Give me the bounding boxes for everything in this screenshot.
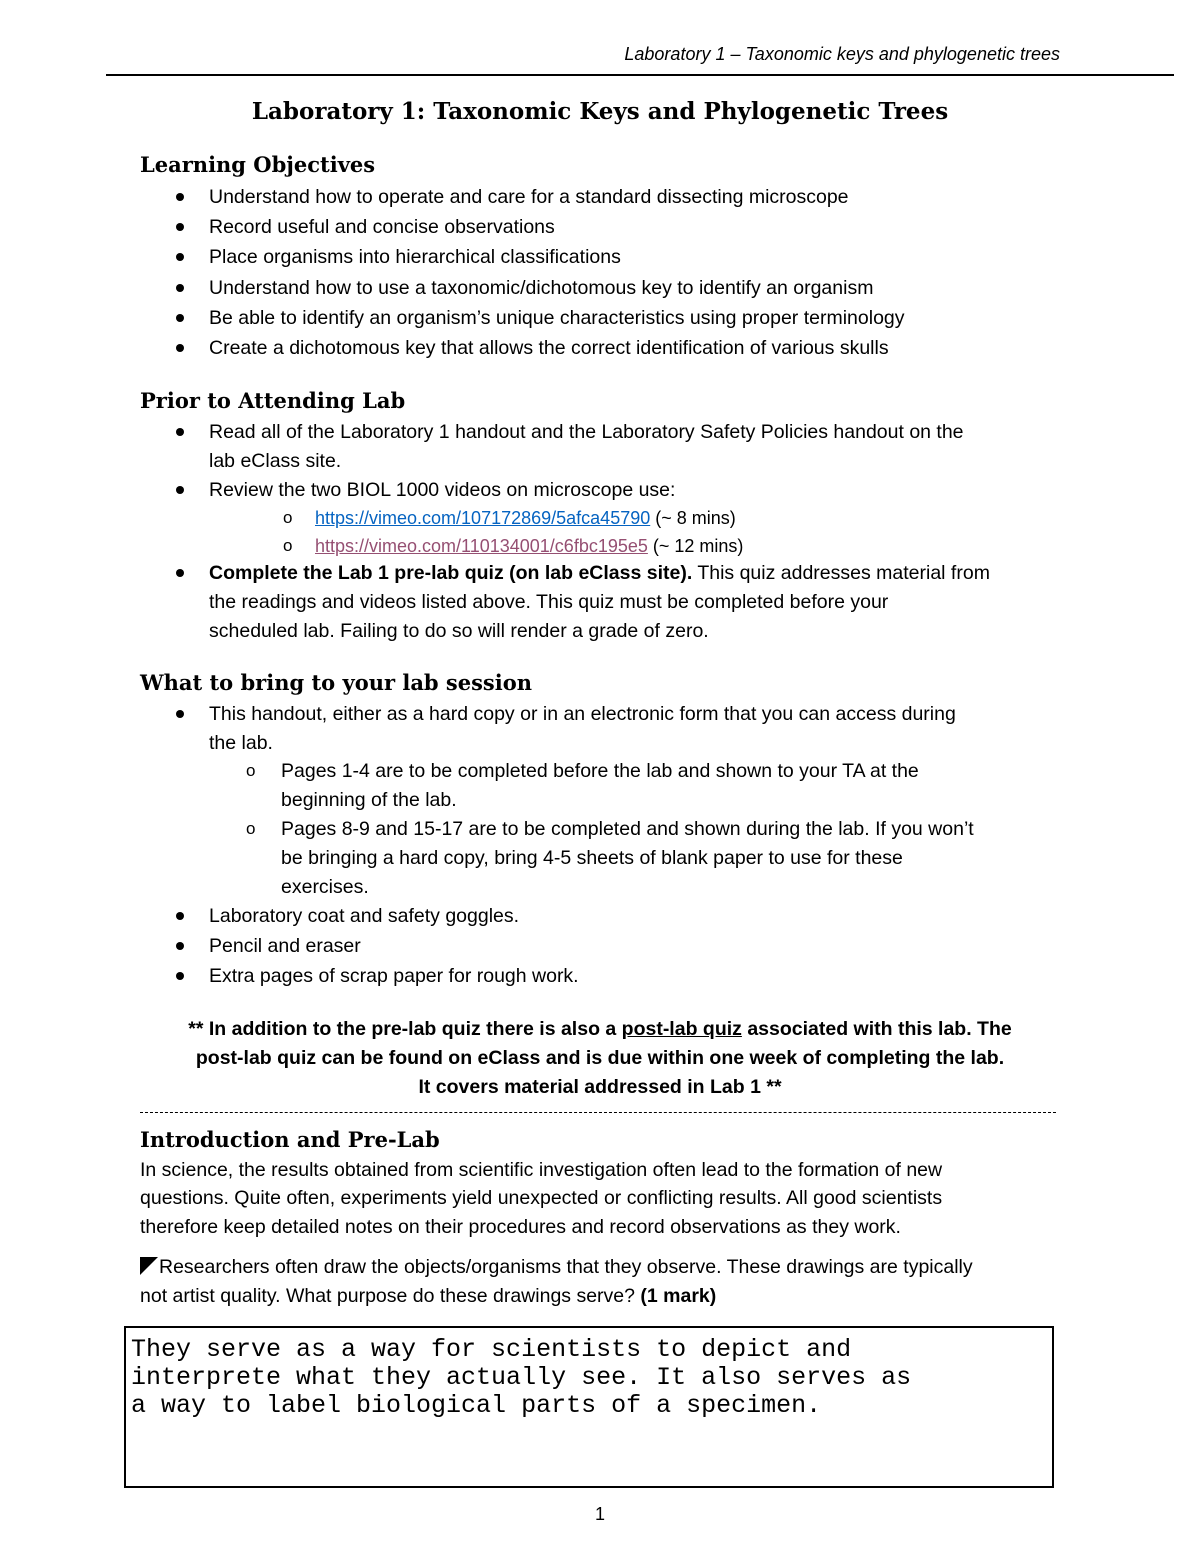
bring-handout-line: This handout, either as a hard copy or in an electronic form that you can access during <box>209 703 956 725</box>
bullet-icon <box>176 710 184 718</box>
objective-item: Be able to identify an organism’s unique characteristics using proper terminology <box>209 307 905 329</box>
prior-read-line: lab eClass site. <box>209 450 342 472</box>
bring-heading: What to bring to your lab session <box>140 670 533 695</box>
bullet-icon <box>176 972 184 980</box>
video-link-row <box>315 506 736 530</box>
circle-bullet-icon: o <box>246 819 256 838</box>
bullet-icon <box>176 428 184 436</box>
prequiz-rest: This quiz addresses material from <box>692 562 990 584</box>
bullet-icon <box>176 486 184 494</box>
notice-text: ** In addition to the pre-lab quiz there is also a <box>188 1018 622 1040</box>
bullet-icon <box>176 942 184 950</box>
running-header: Laboratory 1 – Taxonomic keys and phylogenetic trees <box>624 44 1060 64</box>
page-number: 1 <box>594 1504 605 1524</box>
bring-sub-line: beginning of the lab. <box>281 789 457 811</box>
video-duration-1: (~ 8 mins) <box>650 508 736 528</box>
bring-item: Laboratory coat and safety goggles. <box>209 905 520 927</box>
bring-sub-line: exercises. <box>281 876 369 898</box>
video-link-2[interactable]: https://vimeo.com/110134001/c6fbc195e5 <box>315 536 648 556</box>
bring-sub-line: Pages 8-9 and 15-17 are to be completed and shown during the lab. If you won’t <box>281 818 974 840</box>
notice-postlab-quiz: post-lab quiz <box>621 1018 742 1040</box>
prior-review-line: Review the two BIOL 1000 videos on microscope use: <box>209 479 676 501</box>
objective-item: Understand how to operate and care for a standard dissecting microscope <box>209 186 849 208</box>
circle-bullet-icon: o <box>246 761 256 780</box>
bullet-icon <box>176 912 184 920</box>
circle-bullet-icon: o <box>283 508 293 527</box>
video-duration-2: (~ 12 mins) <box>647 536 744 556</box>
objective-item: Create a dichotomous key that allows the correct identification of various skulls <box>209 337 889 359</box>
video-link-1[interactable]: https://vimeo.com/107172869/5afca45790 <box>315 508 651 528</box>
bullet-icon <box>176 284 184 292</box>
learning-objectives-heading: Learning Objectives <box>140 152 376 177</box>
bring-item: Extra pages of scrap paper for rough work. <box>209 965 579 987</box>
question-marks: (1 mark) <box>640 1285 717 1307</box>
answer-box[interactable] <box>124 1326 1054 1488</box>
document-title: Laboratory 1: Taxonomic Keys and Phylogenetic Trees <box>251 98 949 125</box>
objective-item: Place organisms into hierarchical classifications <box>209 246 621 268</box>
notice-text: associated with this lab. The <box>741 1018 1012 1040</box>
question-text: not artist quality. What purpose do these drawings serve? <box>140 1285 641 1307</box>
dashed-divider <box>140 1112 1056 1113</box>
prior-read-line: Read all of the Laboratory 1 handout and the Laboratory Safety Policies handout on the <box>209 421 964 443</box>
prequiz-line <box>209 561 990 585</box>
intro-paragraph-line: In science, the results obtained from scientific investigation often lead to the formation of new <box>140 1159 943 1181</box>
question-line: Researchers often draw the objects/organisms that they observe. These drawings are typically <box>159 1256 973 1278</box>
bullet-icon <box>176 253 184 261</box>
bring-sub-line: Pages 1-4 are to be completed before the lab and shown to your TA at the <box>281 760 919 782</box>
objective-item: Record useful and concise observations <box>209 216 555 238</box>
answer-text[interactable]: They serve as a way for scientists to depict and interprete what they actually see. It also serves as a way to label biological parts of a specimen. <box>131 1335 912 1420</box>
bring-item: Pencil and eraser <box>209 935 361 957</box>
bullet-icon <box>176 193 184 201</box>
question-line <box>140 1284 716 1308</box>
intro-heading: Introduction and Pre-Lab <box>140 1127 440 1152</box>
postlab-notice-line: It covers material addressed in Lab 1 ** <box>418 1076 782 1098</box>
bullet-icon <box>176 314 184 322</box>
intro-paragraph-line: therefore keep detailed notes on their procedures and record observations as they work. <box>140 1216 901 1238</box>
objective-item: Understand how to use a taxonomic/dichotomous key to identify an organism <box>209 277 874 299</box>
prior-heading: Prior to Attending Lab <box>140 388 406 413</box>
prequiz-line: the readings and videos listed above. This quiz must be completed before your <box>209 591 889 613</box>
bullet-icon <box>176 569 184 577</box>
bullet-icon <box>176 344 184 352</box>
header-rule <box>106 74 1174 76</box>
intro-paragraph-line: questions. Quite often, experiments yield unexpected or conflicting results. All good scientists <box>140 1187 943 1209</box>
bring-sub-line: be bringing a hard copy, bring 4-5 sheets of blank paper to use for these <box>281 847 903 869</box>
bullet-icon <box>176 223 184 231</box>
prequiz-line: scheduled lab. Failing to do so will render a grade of zero. <box>209 620 709 642</box>
prequiz-bold: Complete the Lab 1 pre-lab quiz (on lab eClass site). <box>209 562 693 584</box>
postlab-notice-line: post-lab quiz can be found on eClass and is due within one week of completing the lab. <box>195 1047 1005 1069</box>
bring-handout-line: the lab. <box>209 732 273 754</box>
circle-bullet-icon: o <box>283 536 293 555</box>
postlab-notice-line <box>0 1017 1200 1041</box>
pencil-marker-icon <box>140 1257 158 1275</box>
video-link-row <box>315 534 743 558</box>
